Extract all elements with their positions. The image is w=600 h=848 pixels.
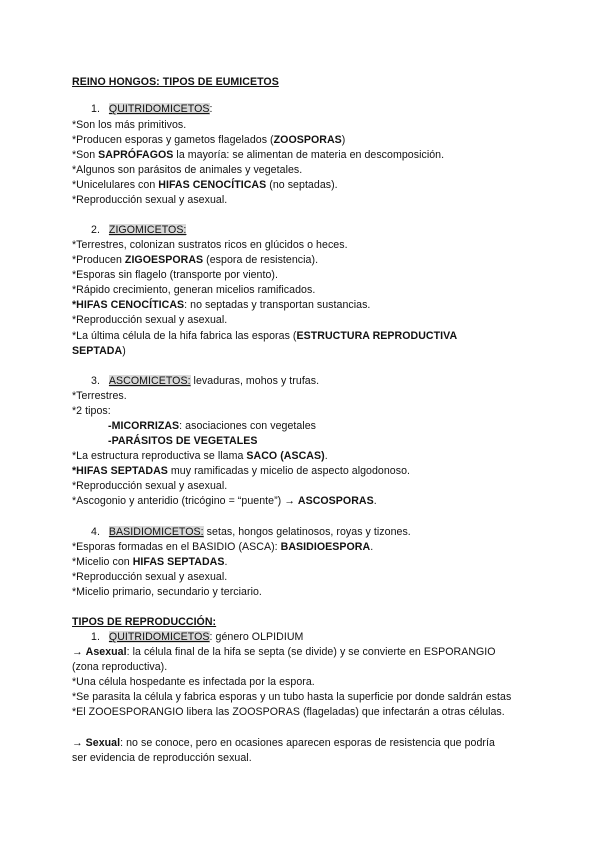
section-quitridomicetos-heading: 1. QUITRIDOMICETOS: (91, 103, 213, 115)
text-line: *Algunos son parásitos de animales y vegetales. (72, 164, 303, 176)
text-line: *2 tipos: (72, 405, 111, 417)
text-line: *Producen esporas y gametos flagelados (ZOOSPORAS) (72, 134, 346, 146)
text-line: *Producen ZIGOESPORAS (espora de resistencia). (72, 254, 319, 266)
text-line: *Son SAPRÓFAGOS la mayoría: se alimentan de materia en descomposición. (72, 149, 445, 161)
text-line: *Micelio primario, secundario y terciario. (72, 586, 262, 598)
text-line: (zona reproductiva). (72, 661, 168, 673)
section-name: BASIDIOMICETOS: (108, 526, 204, 538)
text-line: *Son los más primitivos. (72, 119, 187, 131)
text-line: *Unicelulares con HIFAS CENOCÍTICAS (no septadas). (72, 179, 338, 191)
text-line: *Rápido crecimiento, generan micelios ramificados. (72, 284, 316, 296)
text-line: *Esporas formadas en el BASIDIO (ASCA): BASIDIOESPORA. (72, 541, 374, 553)
text-line: *Reproducción sexual y asexual. (72, 314, 228, 326)
section-basidiomicetos-heading: 4. BASIDIOMICETOS: setas, hongos gelatinosos, royas y tizones. (91, 526, 411, 538)
section-name: ZIGOMICETOS: (108, 224, 187, 236)
text-line: *Reproducción sexual y asexual. (72, 194, 228, 206)
document-title: REINO HONGOS: TIPOS DE EUMICETOS (72, 76, 279, 88)
text-line: → Sexual: no se conoce, pero en ocasiones aparecen esporas de resistencia que podría (72, 737, 495, 749)
text-line: SEPTADA) (72, 345, 126, 357)
section-name: ASCOMICETOS: (108, 375, 191, 387)
reproduction-title: TIPOS DE REPRODUCCIÓN: (72, 616, 217, 628)
text-line: ser evidencia de reproducción sexual. (72, 752, 252, 764)
text-line: -MICORRIZAS: asociaciones con vegetales (108, 420, 317, 432)
text-line: *El ZOOESPORANGIO libera las ZOOSPORAS (flageladas) que infectarán a otras células. (72, 706, 505, 718)
text-line: *Micelio con HIFAS SEPTADAS. (72, 556, 228, 568)
text-line: *Terrestres, colonizan sustratos ricos en glúcidos o heces. (72, 239, 348, 251)
text-line: *La última célula de la hifa fabrica las esporas (ESTRUCTURA REPRODUCTIVA (72, 330, 458, 342)
text-line: *Esporas sin flagelo (transporte por viento). (72, 269, 278, 281)
text-line: *HIFAS CENOCÍTICAS: no septadas y transportan sustancias. (72, 299, 371, 311)
section-ascomicetos-heading: 3. ASCOMICETOS: levaduras, mohos y trufas. (91, 375, 320, 387)
text-line: *Reproducción sexual y asexual. (72, 571, 228, 583)
text-line: *Reproducción sexual y asexual. (72, 480, 228, 492)
text-line: *Una célula hospedante es infectada por la espora. (72, 676, 315, 688)
reproduction-quitridomicetos-heading: 1. QUITRIDOMICETOS: género OLPIDIUM (91, 631, 304, 643)
text-line: *HIFAS SEPTADAS muy ramificadas y micelio de aspecto algodonoso. (72, 465, 411, 477)
text-line: *Terrestres. (72, 390, 127, 402)
section-zigomicetos-heading: 2. ZIGOMICETOS: (91, 224, 187, 236)
text-line: *Se parasita la célula y fabrica esporas y un tubo hasta la superficie por donde saldrán estas (72, 691, 512, 703)
text-line: *Ascogonio y anteridio (tricógino = “puente”) → ASCOSPORAS. (72, 495, 377, 507)
text-line: *La estructura reproductiva se llama SACO (ASCAS). (72, 450, 328, 462)
section-name: QUITRIDOMICETOS (108, 103, 210, 115)
text-line: → Asexual: la célula final de la hifa se septa (se divide) y se convierte en ESPORANGIO (72, 646, 496, 658)
text-line: -PARÁSITOS DE VEGETALES (108, 435, 258, 447)
section-name: QUITRIDOMICETOS (108, 631, 210, 643)
